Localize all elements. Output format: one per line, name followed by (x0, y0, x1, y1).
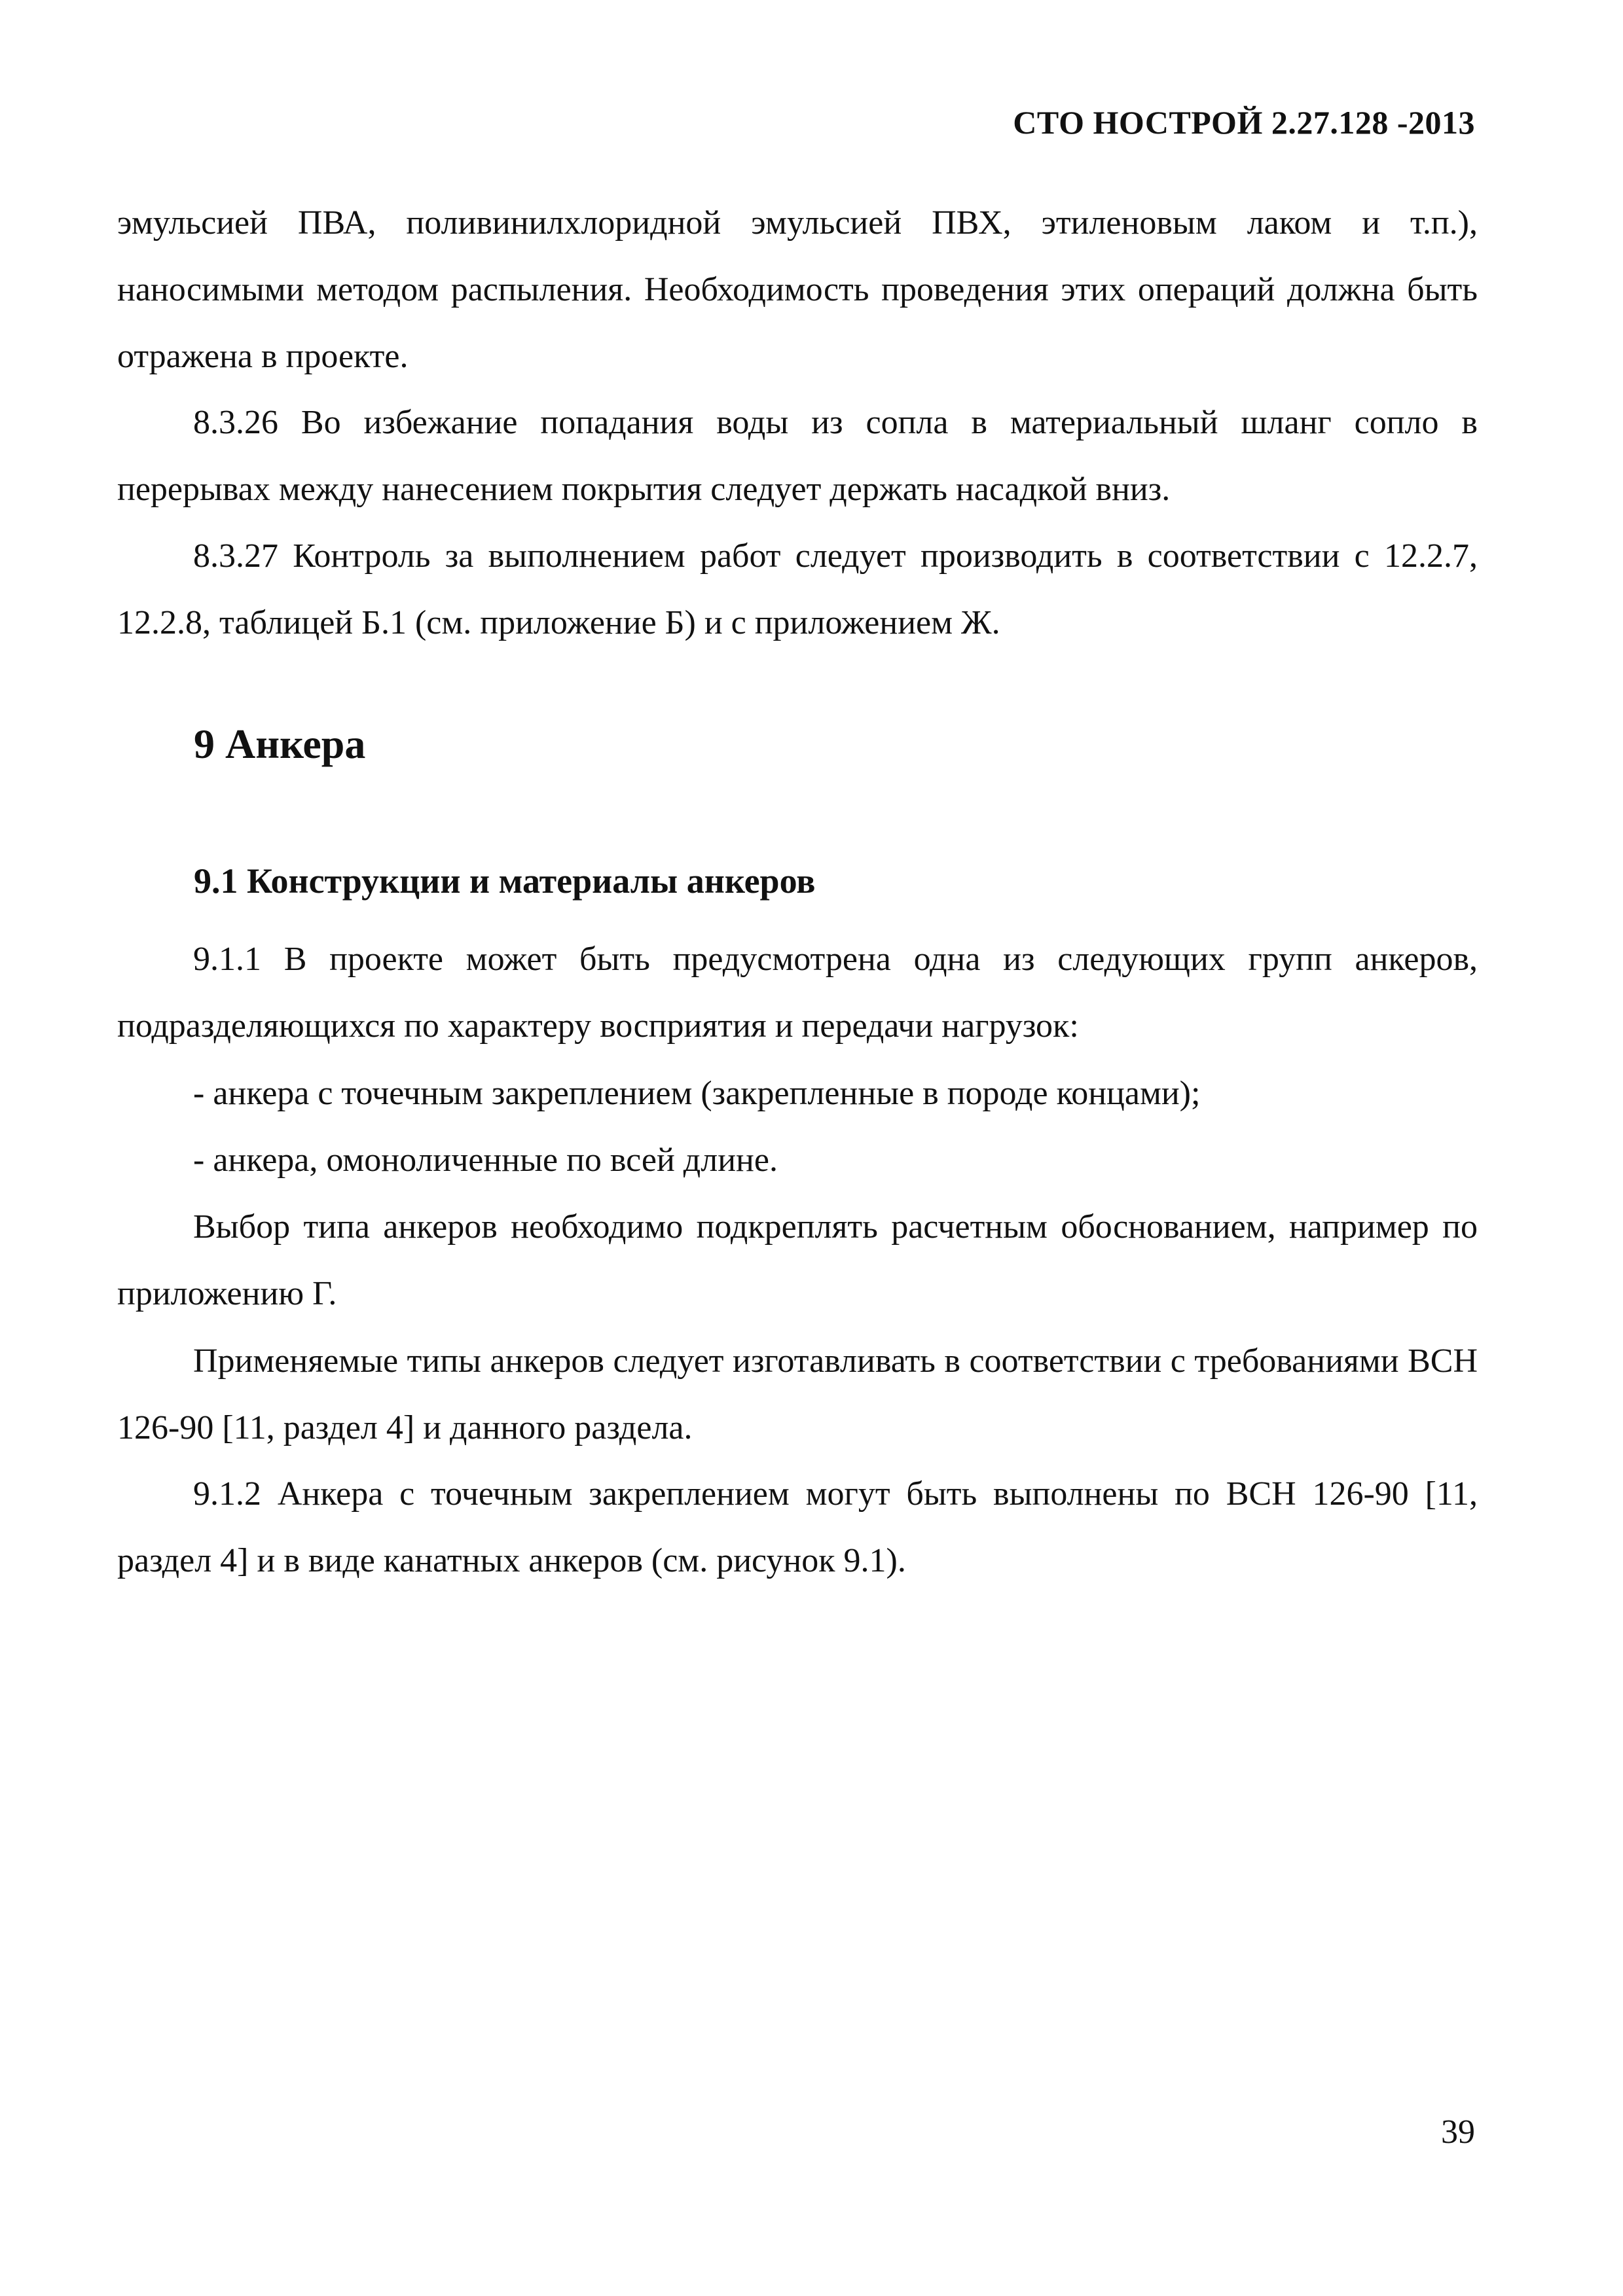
section-title: 9 Анкера (194, 721, 366, 767)
list-item-monolithic-anchors: - анкера, омоноличенные по всей длине. (193, 1141, 778, 1179)
paragraph-anchor-choice: Выбор типа анкеров необходимо подкреплять расчетным обоснованием, например по приложению Г. (117, 1208, 1478, 1312)
subsection-title: 9.1 Конструкции и материалы анкеров (194, 861, 816, 901)
document-code-header: СТО НОСТРОЙ 2.27.128 -2013 (1013, 104, 1475, 141)
paragraph-9-1-2: 9.1.2 Анкера с точечным закреплением могут быть выполнены по ВСН 126-90 [11, раздел 4] и в виде канатных анкеров (см. рисунок 9.1). (117, 1475, 1478, 1579)
paragraph-8-3-27: 8.3.27 Контроль за выполнением работ следует производить в соответствии с 12.2.7, 12.2.8, таблицей Б.1 (см. приложение Б) и с приложением Ж. (117, 537, 1478, 641)
list-item-point-anchors: - анкера с точечным закреплением (закрепленные в породе концами); (193, 1075, 1201, 1112)
paragraph-8-3-26: 8.3.26 Во избежание попадания воды из сопла в материальный шланг сопло в перерывах между нанесением покрытия следует держать насадкой вниз. (117, 404, 1478, 508)
paragraph-continuation: эмульсией ПВА, поливинилхлоридной эмульсией ПВХ, этиленовым лаком и т.п.), наносимыми методом распыления. Необходимость проведения этих операций должна быть отражена в проекте. (117, 204, 1478, 375)
page-number: 39 (1441, 2113, 1475, 2151)
paragraph-9-1-1: 9.1.1 В проекте может быть предусмотрена одна из следующих групп анкеров, подразделяющихся по характеру восприятия и передачи нагрузок: (117, 941, 1478, 1045)
paragraph-anchor-manufacture: Применяемые типы анкеров следует изготавливать в соответствии с требованиями ВСН 126-90 [11, раздел 4] и данного раздела. (117, 1342, 1478, 1446)
